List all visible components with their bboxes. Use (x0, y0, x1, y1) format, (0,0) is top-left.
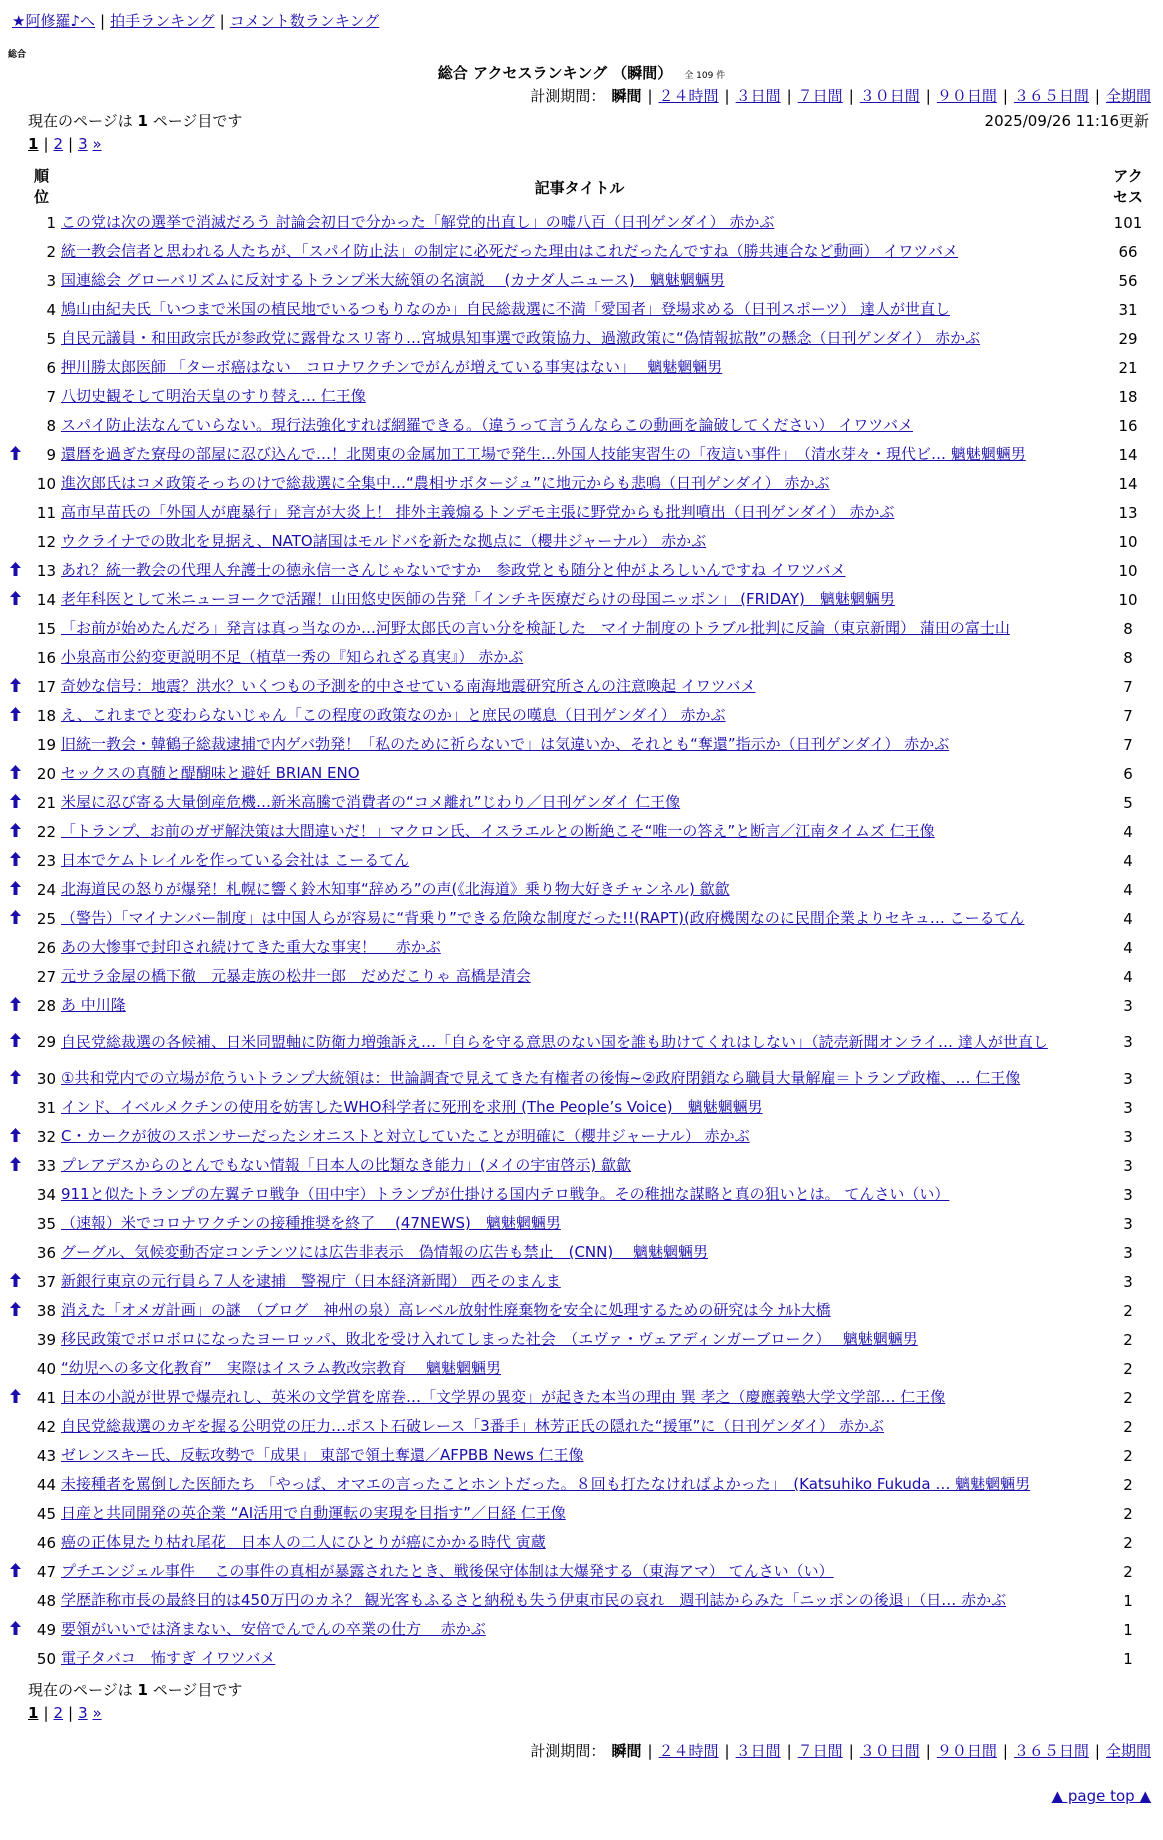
article-title-link[interactable]: 自民党総裁選の各候補、日米同盟軸に防衛力増強訴え…「自らを守る意思のない国を誰も助けてくれはしない」（読売新聞オンライ… 達人が世直し (61, 1032, 1048, 1051)
article-title-link[interactable]: あの大惨事で封印され続けてきた重大な事実！ 赤かぶ (61, 938, 441, 956)
access-count: 14 (1118, 445, 1138, 464)
pager-page-link[interactable]: 2 (53, 135, 64, 153)
article-title-link[interactable]: 進次郎氏はコメ政策そっちのけで総裁選に全集中…“農相サボタージュ”に地元からも悲鳴（日刊ゲンダイ） 赤かぶ (61, 474, 830, 492)
pager-separator: | (68, 1704, 74, 1722)
rank-number: 11 (36, 503, 56, 522)
rank-number: 5 (46, 329, 56, 348)
ranking-row (8, 1644, 1158, 1673)
column-header-title: 記事タイトル (534, 178, 625, 197)
period-link[interactable]: ３日間 (735, 1742, 781, 1760)
article-title-link[interactable]: 未接種者を罵倒した医師たち 「やっぱ、オマエの言ったことホントだった。８回も打たなければよかった」 (Katsuhiko Fukuda … 魑魅魍魎男 (61, 1475, 1031, 1493)
access-count: 13 (1118, 503, 1138, 522)
article-title-link[interactable]: 癌の正体見たり枯れ尾花 日本人の二人にひとりが癌にかかる時代 寅蔵 (61, 1533, 546, 1551)
article-title-link[interactable]: セックスの真髄と醍醐味と避妊 BRIAN ENO (61, 764, 360, 782)
ranking-row (8, 237, 1158, 266)
ranking-heading (0, 62, 1163, 83)
ranking-row (8, 585, 1158, 614)
rank-number: 8 (46, 416, 56, 435)
up-arrow-icon (10, 1036, 21, 1051)
up-arrow-icon (10, 594, 21, 609)
ranking-row (8, 643, 1158, 672)
rank-number: 32 (36, 1127, 56, 1146)
access-count: 3 (1123, 1127, 1133, 1146)
pager-current-page[interactable]: 1 (28, 1704, 39, 1722)
article-title-link[interactable]: この党は次の選挙で消滅だろう 討論会初日で分かった「解党的出直し」の嘘八百（日刊ゲンダイ） 赤かぶ (61, 213, 775, 231)
updated-timestamp: 2025/09/26 11:16更新 (984, 112, 1149, 130)
access-count: 2 (1123, 1533, 1133, 1552)
up-arrow-icon (10, 1392, 21, 1407)
ranking-row (8, 1528, 1158, 1557)
period-link[interactable]: ３６５日間 (1013, 87, 1089, 105)
period-selector-top (530, 85, 1151, 106)
ranking-row (8, 469, 1158, 498)
access-count: 10 (1118, 561, 1138, 580)
access-count: 3 (1123, 1156, 1133, 1175)
access-count: 7 (1123, 735, 1133, 754)
rank-number: 14 (36, 590, 56, 609)
period-separator: | (1094, 87, 1100, 105)
ranking-row (8, 846, 1158, 875)
access-count: 3 (1123, 1033, 1133, 1051)
ranking-row (8, 527, 1158, 556)
ranking-row (8, 933, 1158, 962)
article-title-link[interactable]: 米屋に忍び寄る大量倒産危機…新米高騰で消費者の“コメ離れ”じわり／日刊ゲンダイ 仁王像 (61, 793, 681, 811)
period-separator: | (848, 1742, 854, 1760)
access-count: 7 (1123, 706, 1133, 725)
period-link[interactable]: ３日間 (735, 87, 781, 105)
article-title-link[interactable]: “幼児への多文化教育” 実際はイスラム教改宗教育 魑魅魍魎男 (61, 1359, 502, 1377)
rank-number: 23 (36, 851, 56, 870)
pager-next-link[interactable]: » (92, 1704, 102, 1722)
ranking-row (8, 353, 1158, 382)
rank-number: 21 (36, 793, 56, 812)
article-title-link[interactable]: 国連総会 グローバリズムに反対するトランプ米大統領の名演説 (カナダ人ニュース) 魑魅魍魎男 (61, 271, 725, 289)
article-title-link[interactable]: 高市早苗氏の「外国人が鹿暴行」発言が大炎上！ 排外主義煽るトンデモ主張に野党からも批判噴出（日刊ゲンダイ） 赤かぶ (61, 503, 895, 521)
access-count: 10 (1118, 532, 1138, 551)
article-title-link[interactable]: 統一教会信者と思われる人たちが、「スパイ防止法」の制定に必死だった理由はこれだったんですね（勝共連合など動画） イワツバメ (61, 242, 958, 260)
article-title-link[interactable]: 鳩山由紀夫氏「いつまで米国の植民地でいるつもりなのか」自民総裁選に不満「愛国者」登場求める（日刊スポーツ） 達人が世直し (61, 300, 951, 318)
pager-top (28, 135, 102, 153)
up-arrow-icon (10, 855, 21, 870)
rank-number: 40 (36, 1359, 56, 1378)
column-header-rank: 順位 (33, 167, 49, 206)
rank-number: 37 (36, 1272, 56, 1291)
period-separator: | (724, 87, 730, 105)
page-top-link[interactable]: ▲ page top ▲ (1051, 1787, 1151, 1805)
rank-number: 26 (36, 938, 56, 957)
pager-separator: | (68, 135, 74, 153)
rank-number: 22 (36, 822, 56, 841)
rank-number: 38 (36, 1301, 56, 1320)
access-count: 16 (1118, 416, 1138, 435)
access-count: 3 (1123, 1243, 1133, 1262)
ranking-row (8, 1412, 1158, 1441)
nav-separator: | (219, 12, 225, 30)
period-label: 計測期間： (530, 1742, 606, 1760)
access-count: 101 (1113, 213, 1143, 232)
article-title-link[interactable]: 移民政策でボロボロになったヨーロッパ、敗北を受け入れてしまった社会 （エヴァ・ヴェアディンガーブローク） 魑魅魍魎男 (61, 1330, 918, 1348)
period-current: 瞬間 (611, 87, 642, 105)
article-title-link[interactable]: 旧統一教会・韓鶴子総裁逮捕で内ゲバ勃発！「私のために祈らないで」は気違いか、それとも“奪還”指示か（日刊ゲンダイ） 赤かぶ (61, 735, 950, 753)
period-separator: | (1002, 1742, 1008, 1760)
access-count: 4 (1123, 909, 1133, 928)
ranking-row (8, 1296, 1158, 1325)
access-count: 14 (1118, 474, 1138, 493)
access-count: 1 (1123, 1620, 1133, 1639)
rank-number: 2 (46, 242, 56, 261)
rank-number: 24 (36, 880, 56, 899)
access-count: 4 (1123, 938, 1133, 957)
ranking-row (8, 1499, 1158, 1528)
rank-number: 31 (36, 1098, 56, 1117)
article-title-link[interactable]: え、これまでと変わらないじゃん「この程度の政策なのか」と庶民の嘆息（日刊ゲンダイ） 赤かぶ (61, 706, 726, 724)
ranking-row (8, 1441, 1158, 1470)
rank-number: 1 (46, 213, 56, 232)
article-title-link[interactable]: ①共和党内での立場が危ういトランプ大統領は：世論調査で見えてきた有権者の後悔~②政府閉鎖なら職員大量解雇＝トランプ政権、… 仁王像 (61, 1069, 1021, 1087)
period-link[interactable]: ９０日間 (936, 1742, 997, 1760)
ranking-row (8, 672, 1158, 701)
ranking-row (8, 1557, 1158, 1586)
ranking-row (8, 614, 1158, 643)
ranking-table (8, 166, 1158, 1673)
rank-number: 48 (36, 1591, 56, 1610)
access-count: 4 (1123, 880, 1133, 899)
article-title-link[interactable]: ゼレンスキー氏、反転攻勢で「成果」 東部で領土奪還／AFPBB News 仁王像 (61, 1446, 584, 1464)
rank-number: 34 (36, 1185, 56, 1204)
up-arrow-icon (10, 1566, 21, 1581)
total-count: 全 109 件 (684, 71, 726, 81)
up-arrow-icon (10, 1305, 21, 1320)
ranking-row (8, 498, 1158, 527)
access-count: 21 (1118, 358, 1138, 377)
access-count: 1 (1123, 1649, 1133, 1668)
ranking-row (8, 759, 1158, 788)
period-link[interactable]: 全期間 (1105, 87, 1151, 105)
ranking-row (8, 1325, 1158, 1354)
up-arrow-icon (10, 1000, 21, 1015)
up-arrow-icon (10, 565, 21, 580)
article-title-link[interactable]: インド、イベルメクチンの使用を妨害したWHO科学者に死刑を求刑 (The People’s Voice) 魑魅魍魎男 (61, 1098, 763, 1116)
period-link[interactable]: ３０日間 (859, 87, 920, 105)
article-title-link[interactable]: 小泉高市公約変更説明不足（植草一秀の『知られざる真実』） 赤かぶ (61, 648, 524, 666)
article-title-link[interactable]: 要領がいいでは済まない、安倍でんでんの卒業の仕方 赤かぶ (61, 1620, 486, 1638)
rank-number: 18 (36, 706, 56, 725)
article-title-link[interactable]: 日本の小説が世界で爆売れし、英米の文学賞を席巻…「文学界の異変」が起きた本当の理由 巽 孝之（慶應義塾大学文学部… 仁王像 (61, 1388, 946, 1406)
access-count: 5 (1123, 793, 1133, 812)
pager-next-link[interactable]: » (92, 135, 102, 153)
ranking-row (8, 1093, 1158, 1122)
up-arrow-icon (10, 1624, 21, 1639)
rank-number: 20 (36, 764, 56, 783)
article-title-link[interactable]: 新銀行東京の元行員ら７人を逮捕 警視庁（日本経済新聞） 西そのまんま (61, 1272, 561, 1290)
access-count: 3 (1123, 1214, 1133, 1233)
access-count: 3 (1123, 1098, 1133, 1117)
article-title-link[interactable]: 還暦を過ぎた寮母の部屋に忍び込んで…！北関東の金属加工工場で発生…外国人技能実習生の「夜這い事件」 （清水芽々・現代ビ… 魑魅魍魎男 (61, 445, 1026, 463)
rank-number: 15 (36, 619, 56, 638)
pager-page-link[interactable]: 3 (78, 135, 88, 153)
access-count: 3 (1123, 996, 1133, 1015)
up-arrow-icon (10, 1160, 21, 1175)
ranking-row (8, 991, 1158, 1020)
rank-number: 19 (36, 735, 56, 754)
ranking-row (8, 556, 1158, 585)
up-arrow-icon (10, 710, 21, 725)
up-arrow-icon (10, 681, 21, 696)
rank-number: 17 (36, 677, 56, 696)
article-title-link[interactable]: ウクライナでの敗北を見据え、NATO諸国はモルドバを新たな拠点に（櫻井ジャーナル） 赤かぶ (61, 532, 707, 550)
up-arrow-icon (10, 768, 21, 783)
period-link[interactable]: 全期間 (1105, 1742, 1151, 1760)
ranking-row (8, 701, 1158, 730)
rank-number: 43 (36, 1446, 56, 1465)
pager-separator: | (43, 1704, 49, 1722)
access-count: 4 (1123, 967, 1133, 986)
ranking-row (8, 875, 1158, 904)
rank-number: 10 (36, 474, 56, 493)
rank-number: 3 (46, 271, 56, 290)
up-arrow-icon (10, 1073, 21, 1088)
page-top-link-wrap (1052, 1787, 1151, 1805)
pager-page-link[interactable]: 2 (53, 1704, 64, 1722)
comment-ranking-link[interactable]: コメント数ランキング (229, 12, 380, 30)
rank-number: 49 (36, 1620, 56, 1639)
period-link[interactable]: ７日間 (797, 87, 843, 105)
rank-number: 44 (36, 1475, 56, 1494)
rank-number: 33 (36, 1156, 56, 1175)
article-title-link[interactable]: 押川勝太郎医師 「ターボ癌はない コロナワクチンでがんが増えている事実はない」 魑魅魍魎男 (61, 358, 723, 376)
access-count: 31 (1118, 300, 1138, 319)
rank-number: 47 (36, 1562, 56, 1581)
article-title-link[interactable]: スパイ防止法なんていらない。現行法強化すれば網羅できる。（違うって言うんならこの動画を論破してください） イワツバメ (61, 416, 913, 434)
article-title-link[interactable]: 元サラ金屋の橋下徹 元暴走族の松井一郎 だめだこりゃ 高橋是清会 (61, 967, 531, 985)
ranking-row (8, 1354, 1158, 1383)
rank-number: 29 (36, 1033, 56, 1051)
ranking-row (8, 1020, 1158, 1064)
access-count: 3 (1123, 1272, 1133, 1291)
up-arrow-icon (10, 913, 21, 928)
pager-page-link[interactable]: 3 (78, 1704, 88, 1722)
access-count: 10 (1118, 590, 1138, 609)
period-separator: | (786, 87, 792, 105)
period-separator: | (724, 1742, 730, 1760)
ranking-row (8, 1180, 1158, 1209)
access-count: 2 (1123, 1446, 1133, 1465)
access-count: 2 (1123, 1562, 1133, 1581)
rank-number: 6 (46, 358, 56, 377)
article-title-link[interactable]: 学歴詐称市長の最終目的は450万円のカネ？ 観光客もふるさと納税も失う伊東市民の哀れ 週刊誌からみた「ニッポンの後退」（日… 赤かぶ (61, 1591, 1007, 1609)
period-link[interactable]: ９０日間 (936, 87, 997, 105)
ranking-row (8, 411, 1158, 440)
access-count: 18 (1118, 387, 1138, 406)
rank-number: 41 (36, 1388, 56, 1407)
article-title-link[interactable]: 老年科医として米ニューヨークで活躍！山田悠史医師の告発「インチキ医療だらけの母国ニッポン」 (FRIDAY) 魑魅魍魎男 (61, 590, 895, 608)
ranking-row (8, 730, 1158, 759)
ranking-row (8, 1615, 1158, 1644)
rank-number: 9 (46, 445, 56, 464)
ranking-rows (8, 208, 1158, 1673)
access-count: 3 (1123, 1185, 1133, 1204)
article-title-link[interactable]: 日本でケムトレイルを作っている会社は こーるてん (61, 851, 410, 869)
ranking-row (8, 1267, 1158, 1296)
article-title-link[interactable]: 電子タバコ 怖すぎ イワツバメ (61, 1649, 276, 1667)
up-arrow-icon (10, 884, 21, 899)
page-info-bottom: 現在のページは 1 ページ目です (28, 1681, 243, 1699)
article-title-link[interactable]: 自民党総裁選のカギを握る公明党の圧力…ポスト石破レース「3番手」林芳正氏の隠れた“援軍”に（日刊ゲンダイ） 赤かぶ (61, 1417, 884, 1435)
period-separator: | (848, 87, 854, 105)
rank-number: 45 (36, 1504, 56, 1523)
article-title-link[interactable]: あ 中川隆 (61, 996, 126, 1014)
rank-number: 28 (36, 996, 56, 1015)
period-link[interactable]: ３６５日間 (1013, 1742, 1089, 1760)
access-count: 3 (1123, 1069, 1133, 1088)
up-arrow-icon (10, 797, 21, 812)
article-title-link[interactable]: C・カークが彼のスポンサーだったシオニストと対立していたことが明確に（櫻井ジャーナル） 赤かぶ (61, 1127, 750, 1145)
pager-separator: | (43, 135, 49, 153)
period-separator: | (925, 1742, 931, 1760)
access-count: 4 (1123, 822, 1133, 841)
ranking-row (8, 1064, 1158, 1093)
rank-number: 25 (36, 909, 56, 928)
period-link[interactable]: ２４時間 (658, 1742, 719, 1760)
rank-number: 16 (36, 648, 56, 667)
period-link[interactable]: ７日間 (797, 1742, 843, 1760)
ranking-row (8, 1586, 1158, 1615)
period-label: 計測期間： (530, 87, 606, 105)
access-count: 8 (1123, 619, 1133, 638)
rank-number: 13 (36, 561, 56, 580)
article-title-link[interactable]: グーグル、気候変動否定コンテンツには広告非表示 偽情報の広告も禁止 (CNN) 魑魅魍魎男 (61, 1243, 708, 1261)
article-title-link[interactable]: 日産と共同開発の英企業 “AI活用で自動運転の実現を目指す”／日経 仁王像 (61, 1504, 566, 1522)
rank-number: 12 (36, 532, 56, 551)
ranking-row (8, 904, 1158, 933)
ranking-row (8, 440, 1158, 469)
rank-number: 27 (36, 967, 56, 986)
access-count: 29 (1118, 329, 1138, 348)
period-separator: | (1002, 87, 1008, 105)
access-count: 4 (1123, 851, 1133, 870)
ranking-row (8, 1209, 1158, 1238)
access-count: 2 (1123, 1417, 1133, 1436)
page-info-top: 現在のページは 1 ページ目です (28, 112, 243, 130)
article-title-link[interactable]: （警告）「マイナンバー制度」は中国人らが容易に“背乗り”できる危険な制度だった!!(RAPT)(政府機関なのに民間企業よりセキュ… こーるてん (61, 909, 1025, 927)
ranking-row (8, 1151, 1158, 1180)
access-count: 2 (1123, 1475, 1133, 1494)
period-separator: | (647, 87, 653, 105)
access-count: 2 (1123, 1330, 1133, 1349)
rank-number: 35 (36, 1214, 56, 1233)
up-arrow-icon (10, 449, 21, 464)
access-count: 6 (1123, 764, 1133, 783)
access-count: 2 (1123, 1504, 1133, 1523)
pager-bottom (28, 1704, 102, 1722)
access-count: 2 (1123, 1388, 1133, 1407)
ranking-row (8, 1383, 1158, 1412)
ranking-row (8, 208, 1158, 237)
rank-number: 39 (36, 1330, 56, 1349)
article-title-link[interactable]: 自民元議員・和田政宗氏が参政党に露骨なスリ寄り…宮城県知事選で政策協力、過激政策に“偽情報拡散”の懸念（日刊ゲンダイ） 赤かぶ (61, 329, 981, 347)
period-current: 瞬間 (611, 1742, 642, 1760)
article-title-link[interactable]: プレアデスからのとんでもない情報「日本人の比類なき能力」(メイの宇宙啓示) 歙歙 (61, 1156, 631, 1174)
ranking-row (8, 1238, 1158, 1267)
period-separator: | (925, 87, 931, 105)
article-title-link[interactable]: あれ？統一教会の代理人弁護士の徳永信一さんじゃないですか 参政党とも随分と仲がよろしいんですね イワツバメ (61, 561, 846, 579)
rank-number: 50 (36, 1649, 56, 1668)
ranking-row (8, 788, 1158, 817)
article-title-link[interactable]: 「トランプ、お前のガザ解決策は大間違いだ！」マクロン氏、イスラエルとの断絶こそ“唯一の答え”と断言／江南タイムズ 仁王像 (61, 822, 935, 840)
pager-current-page[interactable]: 1 (28, 135, 39, 153)
up-arrow-icon (10, 826, 21, 841)
ranking-row (8, 1122, 1158, 1151)
period-separator: | (786, 1742, 792, 1760)
access-count: 1 (1123, 1591, 1133, 1610)
rank-number: 7 (46, 387, 56, 406)
clap-ranking-link[interactable]: 拍手ランキング (110, 12, 215, 30)
ranking-row (8, 266, 1158, 295)
ranking-row (8, 324, 1158, 353)
access-count: 8 (1123, 648, 1133, 667)
article-title-link[interactable]: 「お前が始めたんだろ」発言は真っ当なのか…河野太郎氏の言い分を検証した マイナ制度のトラブル批判に反論（東京新聞） 蒲田の富士山 (61, 619, 1010, 637)
nav-separator: | (100, 12, 106, 30)
top-navigation (12, 10, 379, 31)
ranking-row (8, 295, 1158, 324)
article-title-link[interactable]: 北海道民の怒りが爆発！札幌に響く鈴木知事“辞めろ”の声(《北海道》乗り物大好きチャンネル) 歙歙 (61, 880, 730, 898)
rank-number: 4 (46, 300, 56, 319)
column-header-access: アクセス (1112, 167, 1143, 206)
home-link[interactable]: ★阿修羅♪へ (12, 12, 96, 30)
article-title-link[interactable]: 消えた「オメガ計画」の謎 （ブログ 神州の泉）高レベル放射性廃棄物を安全に処理するための研究は今 ﾅﾙﾄ大橋 (61, 1301, 831, 1319)
access-count: 66 (1118, 242, 1138, 261)
ranking-row (8, 962, 1158, 991)
access-count: 2 (1123, 1359, 1133, 1378)
access-count: 56 (1118, 271, 1138, 290)
period-selector-bottom (530, 1740, 1151, 1761)
rank-number: 36 (36, 1243, 56, 1262)
period-separator: | (647, 1742, 653, 1760)
rank-number: 42 (36, 1417, 56, 1436)
rank-number: 46 (36, 1533, 56, 1552)
up-arrow-icon (10, 1276, 21, 1291)
up-arrow-icon (10, 1131, 21, 1146)
access-count: 7 (1123, 677, 1133, 696)
article-title-link[interactable]: プチエンジェル事件 この事件の真相が暴露されたとき、戦後保守体制は大爆発する（東海アマ） てんさい（い） (61, 1562, 834, 1580)
period-link[interactable]: ３０日間 (859, 1742, 920, 1760)
period-separator: | (1094, 1742, 1100, 1760)
article-title-link[interactable]: 八切史観そして明治天皇のすり替え… 仁王像 (61, 387, 366, 405)
access-count: 2 (1123, 1301, 1133, 1320)
ranking-row (8, 1470, 1158, 1499)
article-title-link[interactable]: （速報）米でコロナワクチンの接種推奨を終了 (47NEWS) 魑魅魍魎男 (61, 1214, 561, 1232)
ranking-row (8, 382, 1158, 411)
article-title-link[interactable]: 911と似たトランプの左翼テロ戦争（田中宇）トランプが仕掛ける国内テロ戦争。その稚拙な謀略と真の狙いとは。 てんさい（い） (61, 1185, 950, 1203)
ranking-title: 総合 アクセスランキング （瞬間） (437, 64, 673, 82)
period-link[interactable]: ２４時間 (658, 87, 719, 105)
category-label: 総合 (8, 50, 27, 60)
article-title-link[interactable]: 奇妙な信号：地震？洪水？いくつもの予測を的中させている南海地震研究所さんの注意喚起 イワツバメ (61, 677, 756, 695)
rank-number: 30 (36, 1069, 56, 1088)
ranking-row (8, 817, 1158, 846)
